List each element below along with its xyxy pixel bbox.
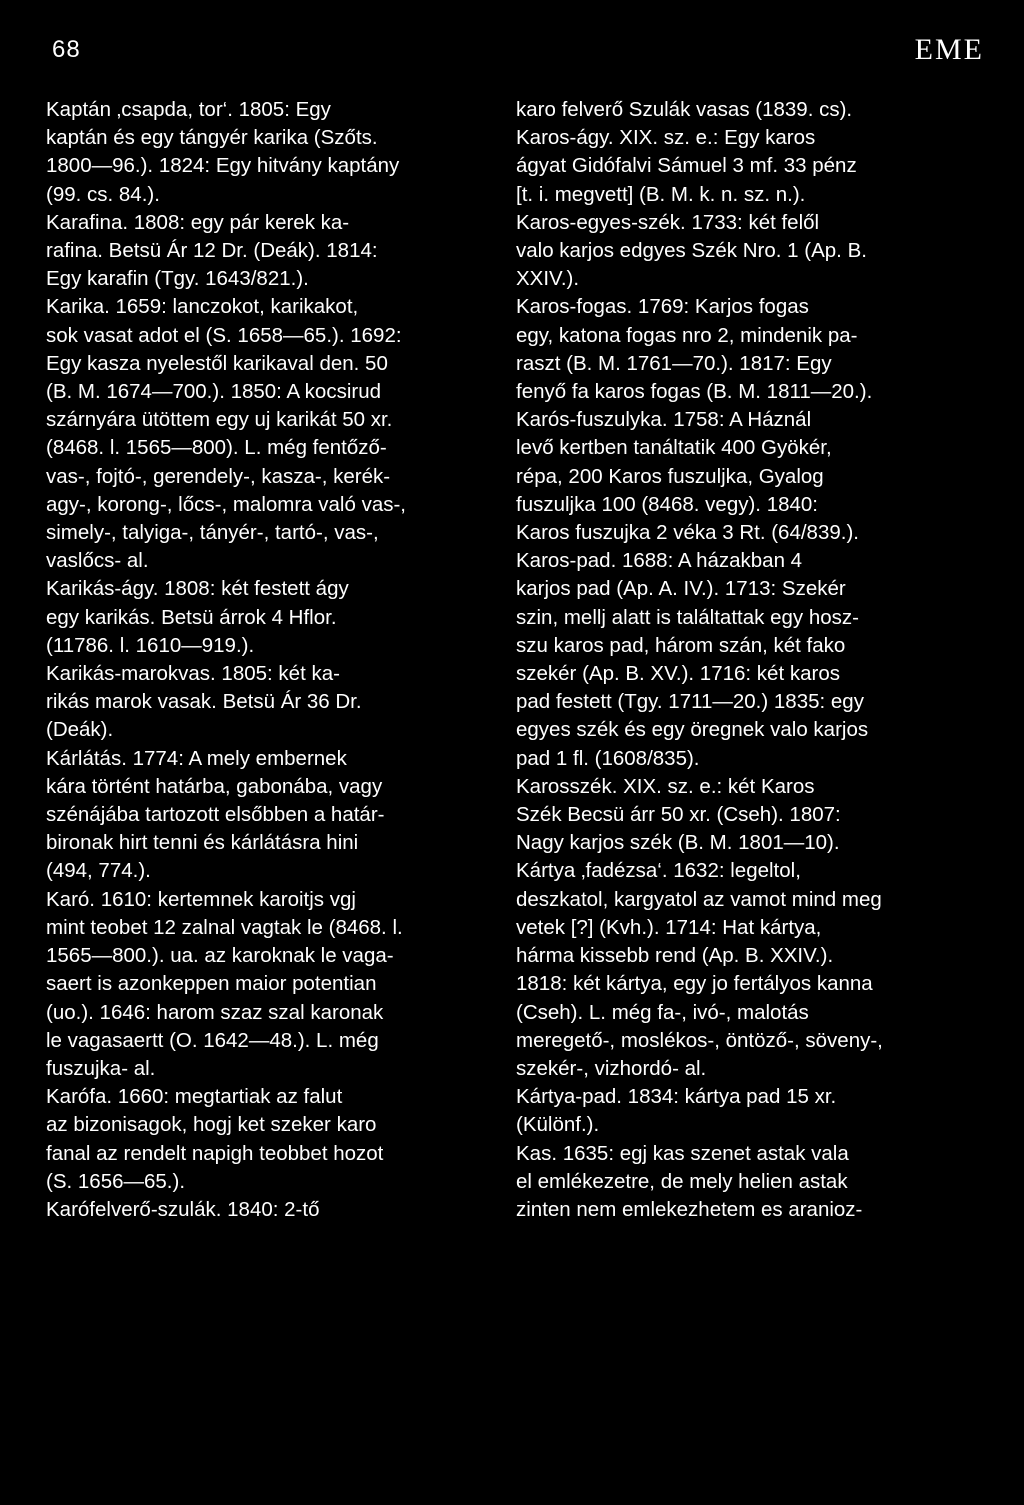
- text-line: fanal az rendelt napigh teobbet hozot: [46, 1141, 384, 1165]
- text-line: le vagasaertt (O. 1642—48.). L. még: [46, 1028, 379, 1052]
- text-line: karjos pad (Ap. A. IV.). 1713: Szekér: [516, 577, 846, 601]
- text-line: Karófa. 1660: megtartiak az falut: [46, 1085, 343, 1109]
- text-line: kára történt határba, gabonába, vagy: [46, 774, 383, 798]
- text-line: 1818: két kártya, egy jo fertályos kanna: [516, 972, 873, 996]
- text-line: XXIV.).: [516, 267, 580, 291]
- text-line: Karosszék. XIX. sz. e.: két Karos: [516, 774, 815, 798]
- text-line: zinten nem emlekezhetem es aranioz-: [516, 1197, 863, 1221]
- text-line: szekér (Ap. B. XV.). 1716: két karos: [516, 662, 840, 686]
- text-line: hárma kissebb rend (Ap. B. XXIV.).: [516, 944, 834, 968]
- text-line: (uo.). 1646: harom szaz szal karonak: [46, 1000, 384, 1024]
- page-number: 68: [52, 36, 81, 63]
- text-line: raszt (B. M. 1761—70.). 1817: Egy: [516, 351, 832, 375]
- text-line: simely-, talyiga-, tányér-, tartó-, vas-,: [46, 521, 379, 545]
- text-line: szénájába tartozott elsőbben a határ-: [46, 803, 385, 827]
- text-line: meregető-, moslékos-, öntöző-, söveny-,: [516, 1028, 883, 1052]
- text-line: Egy karafin (Tgy. 1643/821.).: [46, 267, 309, 291]
- text-line: pad 1 fl. (1608/835).: [516, 746, 700, 770]
- text-line: (99. cs. 84.).: [46, 182, 160, 206]
- text-line: (S. 1656—65.).: [46, 1169, 186, 1193]
- text-line: rafina. Betsü Ár 12 Dr. (Deák). 1814:: [46, 239, 378, 263]
- text-line: el emlékezetre, de mely helien astak: [516, 1169, 848, 1193]
- text-line: szin, mellj alatt is találtattak egy hosz-: [516, 605, 859, 629]
- text-line: (B. M. 1674—700.). 1850: A kocsirud: [46, 380, 382, 404]
- text-line: kaptán és egy tángyér karika (Szőts.: [46, 126, 378, 150]
- text-line: ágyat Gidófalvi Sámuel 3 mf. 33 pénz: [516, 154, 857, 178]
- text-line: Karos-pad. 1688: A házakban 4: [516, 549, 803, 573]
- text-line: vaslőcs- al.: [46, 549, 149, 573]
- text-line: egy karikás. Betsü árrok 4 Hflor.: [46, 605, 337, 629]
- text-line: fuszujka- al.: [46, 1056, 156, 1080]
- text-line: (8468. l. 1565—800). L. még fentőző-: [46, 436, 387, 460]
- text-line: [t. i. megvett] (B. M. k. n. sz. n.).: [516, 182, 806, 206]
- text-line: Karó. 1610: kertemnek karoitjs vgj: [46, 887, 356, 911]
- text-line: Karófelverő-szulák. 1840: 2-tő: [46, 1197, 320, 1221]
- text-line: Karos-fogas. 1769: Karjos fogas: [516, 295, 809, 319]
- text-line: 1800—96.). 1824: Egy hitvány kaptány: [46, 154, 400, 178]
- text-line: Kárlátás. 1774: A mely embernek: [46, 746, 347, 770]
- text-line: Kas. 1635: egj kas szenet astak vala: [516, 1141, 849, 1165]
- text-line: vas-, fojtó-, gerendely-, kasza-, kerék-: [46, 464, 391, 488]
- text-line: Karikás-ágy. 1808: két festett ágy: [46, 577, 349, 601]
- text-line: fuszuljka 100 (8468. vegy). 1840:: [516, 492, 818, 516]
- text-line: agy-, korong-, lőcs-, malomra való vas-,: [46, 492, 407, 516]
- running-title: EME: [914, 33, 984, 66]
- text-line: Kaptán ‚csapda, tor‘. 1805: Egy: [46, 98, 331, 121]
- text-line: mint teobet 12 zalnal vagtak le (8468. l.: [46, 915, 403, 939]
- text-line: Karós-fuszulyka. 1758: A Háznál: [516, 408, 812, 432]
- text-line: sok vasat adot el (S. 1658—65.). 1692:: [46, 323, 402, 347]
- text-line: fenyő fa karos fogas (B. M. 1811—20.).: [516, 380, 873, 404]
- text-line: Nagy karjos szék (B. M. 1801—10).: [516, 831, 840, 855]
- text-line: valo karjos edgyes Szék Nro. 1 (Ap. B.: [516, 239, 867, 263]
- text-line: (494, 774.).: [46, 859, 151, 883]
- text-line: Karos-ágy. XIX. sz. e.: Egy karos: [516, 126, 816, 150]
- text-line: saert is azonkeppen maior potentian: [46, 972, 377, 996]
- text-line: Szék Becsü árr 50 xr. (Cseh). 1807:: [516, 803, 841, 827]
- text-line: Karikás-marokvas. 1805: két ka-: [46, 662, 340, 686]
- text-line: az bizonisagok, hogj ket szeker karo: [46, 1113, 377, 1137]
- text-line: egyes szék és egy öregnek valo karjos: [516, 718, 869, 742]
- text-line: bironak hirt tenni és kárlátásra hini: [46, 831, 359, 855]
- text-line: egy, katona fogas nro 2, mindenik pa-: [516, 323, 858, 347]
- text-line: rikás marok vasak. Betsü Ár 36 Dr.: [46, 690, 362, 714]
- right-column: [516, 96, 956, 1224]
- page-header: [52, 30, 984, 70]
- text-line: vetek [?] (Kvh.). 1714: Hat kártya,: [516, 915, 822, 939]
- text-line: Karos fuszujka 2 véka 3 Rt. (64/839.).: [516, 521, 859, 545]
- text-line: Egy kasza nyelestől karikaval den. 50: [46, 351, 388, 375]
- text-line: szárnyára ütöttem egy uj karikát 50 xr.: [46, 408, 393, 432]
- text-line: répa, 200 Karos fuszuljka, Gyalog: [516, 464, 824, 488]
- text-line: Karos-egyes-szék. 1733: két felől: [516, 210, 820, 234]
- text-line: Karika. 1659: lanczokot, karikakot,: [46, 295, 359, 319]
- text-line: (11786. l. 1610—919.).: [46, 633, 255, 657]
- text-line: (Különf.).: [516, 1113, 600, 1137]
- text-line: Kártya ‚fadézsa‘. 1632: legeltol,: [516, 859, 801, 883]
- text-line: 1565—800.). ua. az karoknak le vaga-: [46, 944, 394, 968]
- text-line: Karafina. 1808: egy pár kerek ka-: [46, 210, 350, 234]
- text-line: szekér-, vizhordó- al.: [516, 1056, 707, 1080]
- text-line: Kártya-pad. 1834: kártya pad 15 xr.: [516, 1085, 837, 1109]
- text-line: levő kertben tanáltatik 400 Gyökér,: [516, 436, 832, 460]
- text-line: pad festett (Tgy. 1711—20.) 1835: egy: [516, 690, 864, 714]
- text-line: karo felverő Szulák vasas (1839. cs).: [516, 98, 853, 121]
- text-line: (Deák).: [46, 718, 114, 742]
- text-line: deszkatol, kargyatol az vamot mind meg: [516, 887, 882, 911]
- text-line: (Cseh). L. még fa-, ivó-, malotás: [516, 1000, 809, 1024]
- text-line: szu karos pad, három szán, két fako: [516, 633, 846, 657]
- left-column: [46, 96, 486, 1224]
